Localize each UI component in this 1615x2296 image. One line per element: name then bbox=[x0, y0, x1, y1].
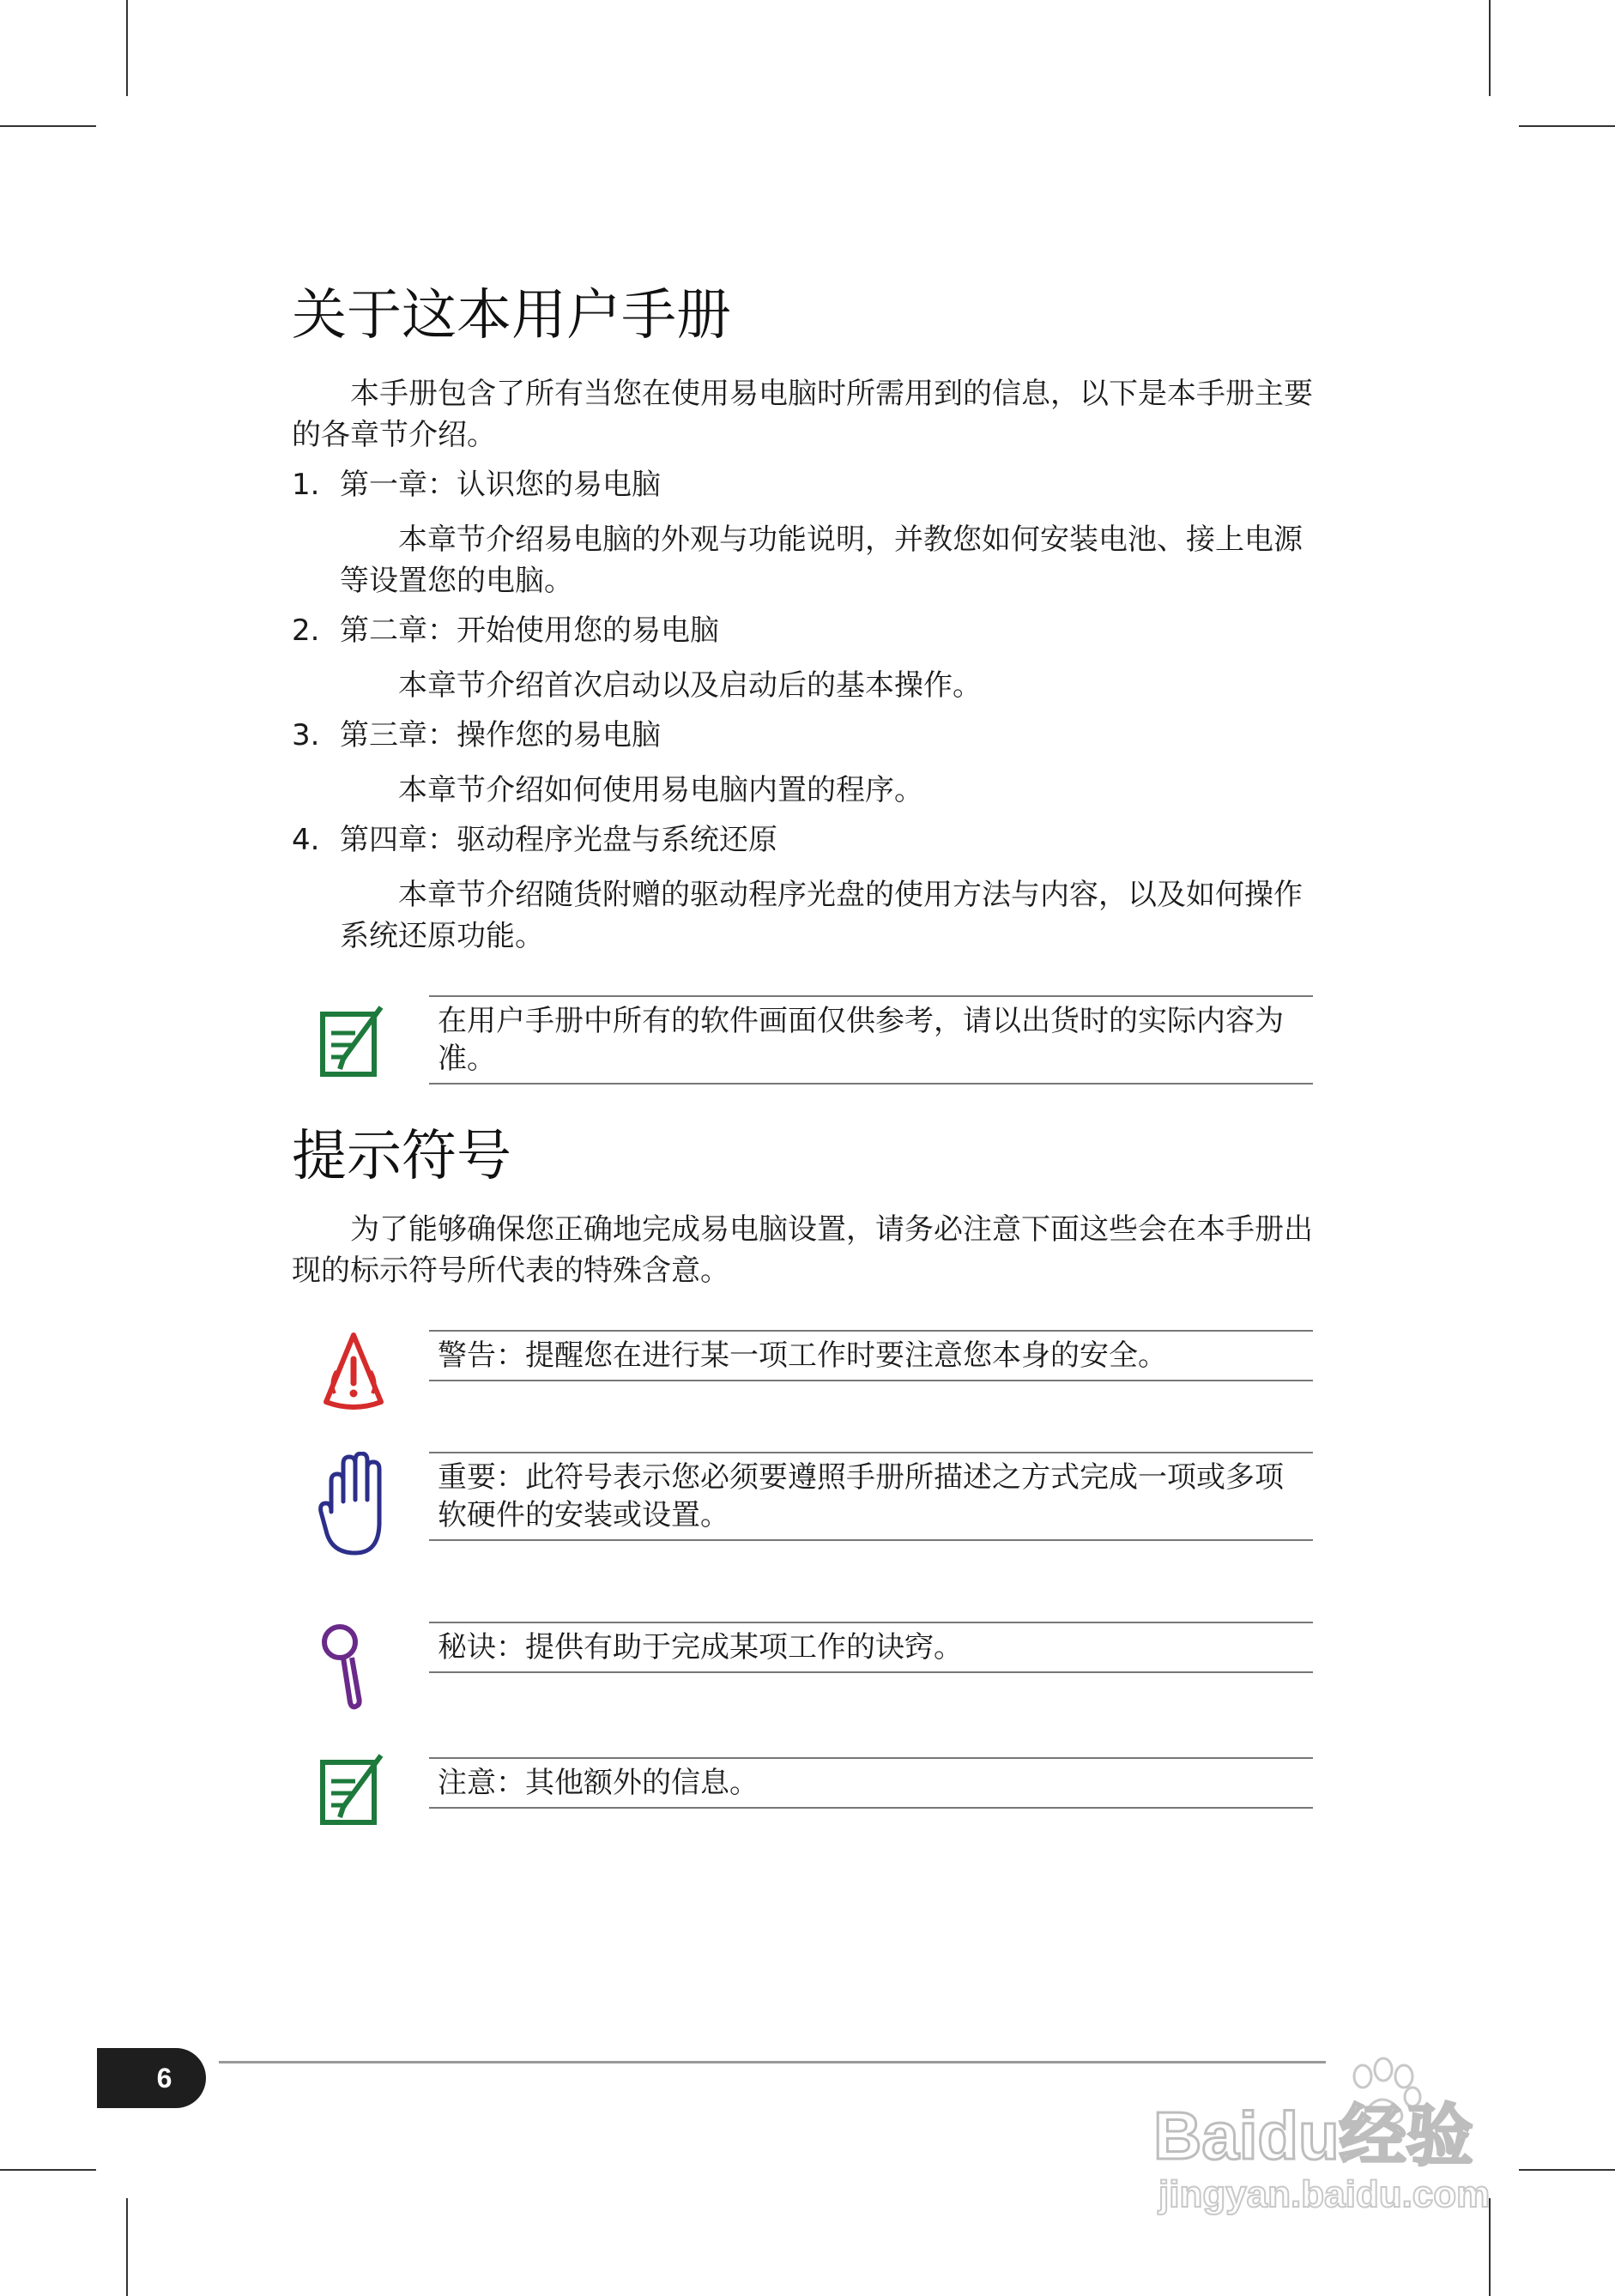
baidu-watermark bbox=[1150, 2051, 1527, 2239]
note-icon bbox=[318, 1750, 386, 1831]
crop-mark bbox=[1519, 125, 1615, 127]
note-callout bbox=[292, 1757, 1313, 1852]
tip-callout bbox=[292, 1622, 1313, 1716]
chapter-title: 第一章：认识您的易电脑 bbox=[340, 467, 661, 502]
chapter-description: 本章节介绍易电脑的外观与功能说明，并教您如何安装电池、接上电源等设置您的电脑。 bbox=[340, 522, 1303, 598]
important-hand-icon bbox=[318, 1452, 391, 1562]
chapter-title: 第二章：开始使用您的易电脑 bbox=[340, 613, 719, 648]
note-text: 注意：其他额外的信息。 bbox=[429, 1757, 1313, 1809]
intro-paragraph: 本手册包含了所有当您在使用易电脑时所需用到的信息，以下是本手册主要的各章节介绍。 bbox=[292, 376, 1313, 452]
chapter-title: 第四章：驱动程序光盘与系统还原 bbox=[340, 822, 777, 857]
watermark-brand: Baidu经验 bbox=[1153, 2098, 1473, 2173]
important-text: 重要：此符号表示您必须要遵照手册所描述之方式完成一项或多项软硬件的安装或设置。 bbox=[429, 1452, 1313, 1541]
item-number: 1. bbox=[292, 467, 320, 502]
note-text: 在用户手册中所有的软件画面仅供参考，请以出货时的实际内容为准。 bbox=[429, 995, 1313, 1085]
page-number: 6 bbox=[97, 2048, 206, 2108]
note-icon bbox=[318, 1002, 386, 1083]
tip-magnifier-icon bbox=[318, 1622, 369, 1714]
section-about-manual bbox=[292, 283, 1313, 957]
item-number: 3. bbox=[292, 717, 320, 752]
warning-text: 警告：提醒您在进行某一项工作时要注意您本身的安全。 bbox=[429, 1330, 1313, 1381]
chapter-item bbox=[292, 464, 1313, 601]
crop-mark bbox=[0, 2169, 96, 2171]
note-callout bbox=[292, 995, 1313, 1098]
chapter-item bbox=[292, 715, 1313, 811]
chapter-item bbox=[292, 610, 1313, 706]
section-icons bbox=[292, 1124, 1313, 1291]
tip-text: 秘诀：提供有助于完成某项工作的诀窍。 bbox=[429, 1622, 1313, 1673]
section-title: 提示符号 bbox=[292, 1125, 511, 1188]
item-number: 2. bbox=[292, 613, 320, 648]
warning-callout bbox=[292, 1330, 1313, 1424]
watermark-url: jingyan.baidu.com bbox=[1158, 2173, 1491, 2215]
crop-mark bbox=[1489, 0, 1491, 96]
crop-mark bbox=[0, 125, 96, 127]
chapter-description: 本章节介绍如何使用易电脑内置的程序。 bbox=[398, 772, 923, 807]
chapter-description: 本章节介绍首次启动以及启动后的基本操作。 bbox=[398, 668, 982, 703]
chapter-item bbox=[292, 819, 1313, 957]
crop-mark bbox=[126, 0, 128, 96]
crop-mark bbox=[1519, 2169, 1615, 2171]
intro-paragraph: 为了能够确保您正确地完成易电脑设置，请务必注意下面这些会在本手册出现的标示符号所代表的特殊含意。 bbox=[292, 1211, 1313, 1288]
important-callout bbox=[292, 1452, 1313, 1563]
warning-icon bbox=[318, 1330, 390, 1419]
chapter-title: 第三章：操作您的易电脑 bbox=[340, 717, 661, 752]
crop-mark bbox=[126, 2198, 128, 2296]
section-title: 关于这本用户手册 bbox=[292, 284, 731, 347]
item-number: 4. bbox=[292, 822, 320, 857]
chapter-description: 本章节介绍随货附赠的驱动程序光盘的使用方法与内容，以及如何操作系统还原功能。 bbox=[340, 877, 1303, 953]
